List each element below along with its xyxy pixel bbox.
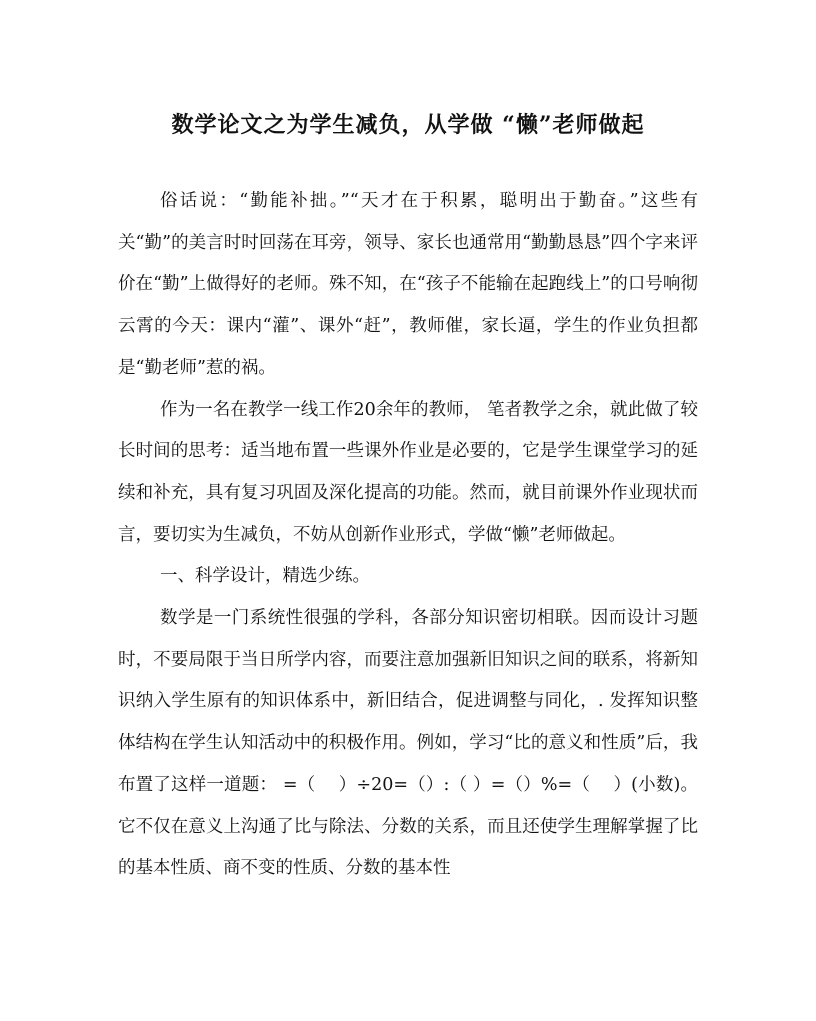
paragraph-reflection: 作为一名在教学一线工作20余年的教师， 笔者教学之余，就此做了较长时间的思考：适当地布置一些课外作业是必要的，它是学生课堂学习的延续和补充，具有复习巩固及深化提高的功能。然而，就目前课外作业现状而言，要切实为生减负，不妨从创新作业形式，学做“懒”老师做起。 bbox=[118, 399, 698, 545]
paragraph-section-one: 数学是一门系统性很强的学科，各部分知识密切相联。因而设计习题时，不要局限于当日所学内容，而要注意加强新旧知识之间的联系，将新知识纳入学生原有的知识体系中，新旧结合，促进调整与同化，. 发挥知识整体结构在学生认知活动中的积极作用。例如，学习“比的意义和性质”后，我布置了这样一道题： =（ ）÷20=（）:（ ）=（）%=（ ）(小数)。它不仅在意义上沟通了比与除法、分数的关系，而且还使学生理解掌握了比的基本性质、商不变的性质、分数的基本性 bbox=[118, 608, 698, 879]
paragraph-intro: 俗话说：“勤能补拙。”“天才在于积累，聪明出于勤奋。”这些有关“勤”的美言时时回荡在耳旁，领导、家长也通常用“勤勤恳恳”四个字来评价在“勤”上做得好的老师。殊不知，在“孩子不能输在起跑线上”的口号响彻云霄的今天：课内“灌”、课外“赶”，教师催，家长逼，学生的作业负担都是“勤老师”惹的祸。 bbox=[118, 191, 698, 378]
section-heading: 一、科学设计，精选少练。 bbox=[160, 566, 370, 587]
document-body bbox=[118, 181, 698, 890]
document-title: 数学论文之为学生减负，从学做 “懒”老师做起 bbox=[171, 112, 645, 138]
